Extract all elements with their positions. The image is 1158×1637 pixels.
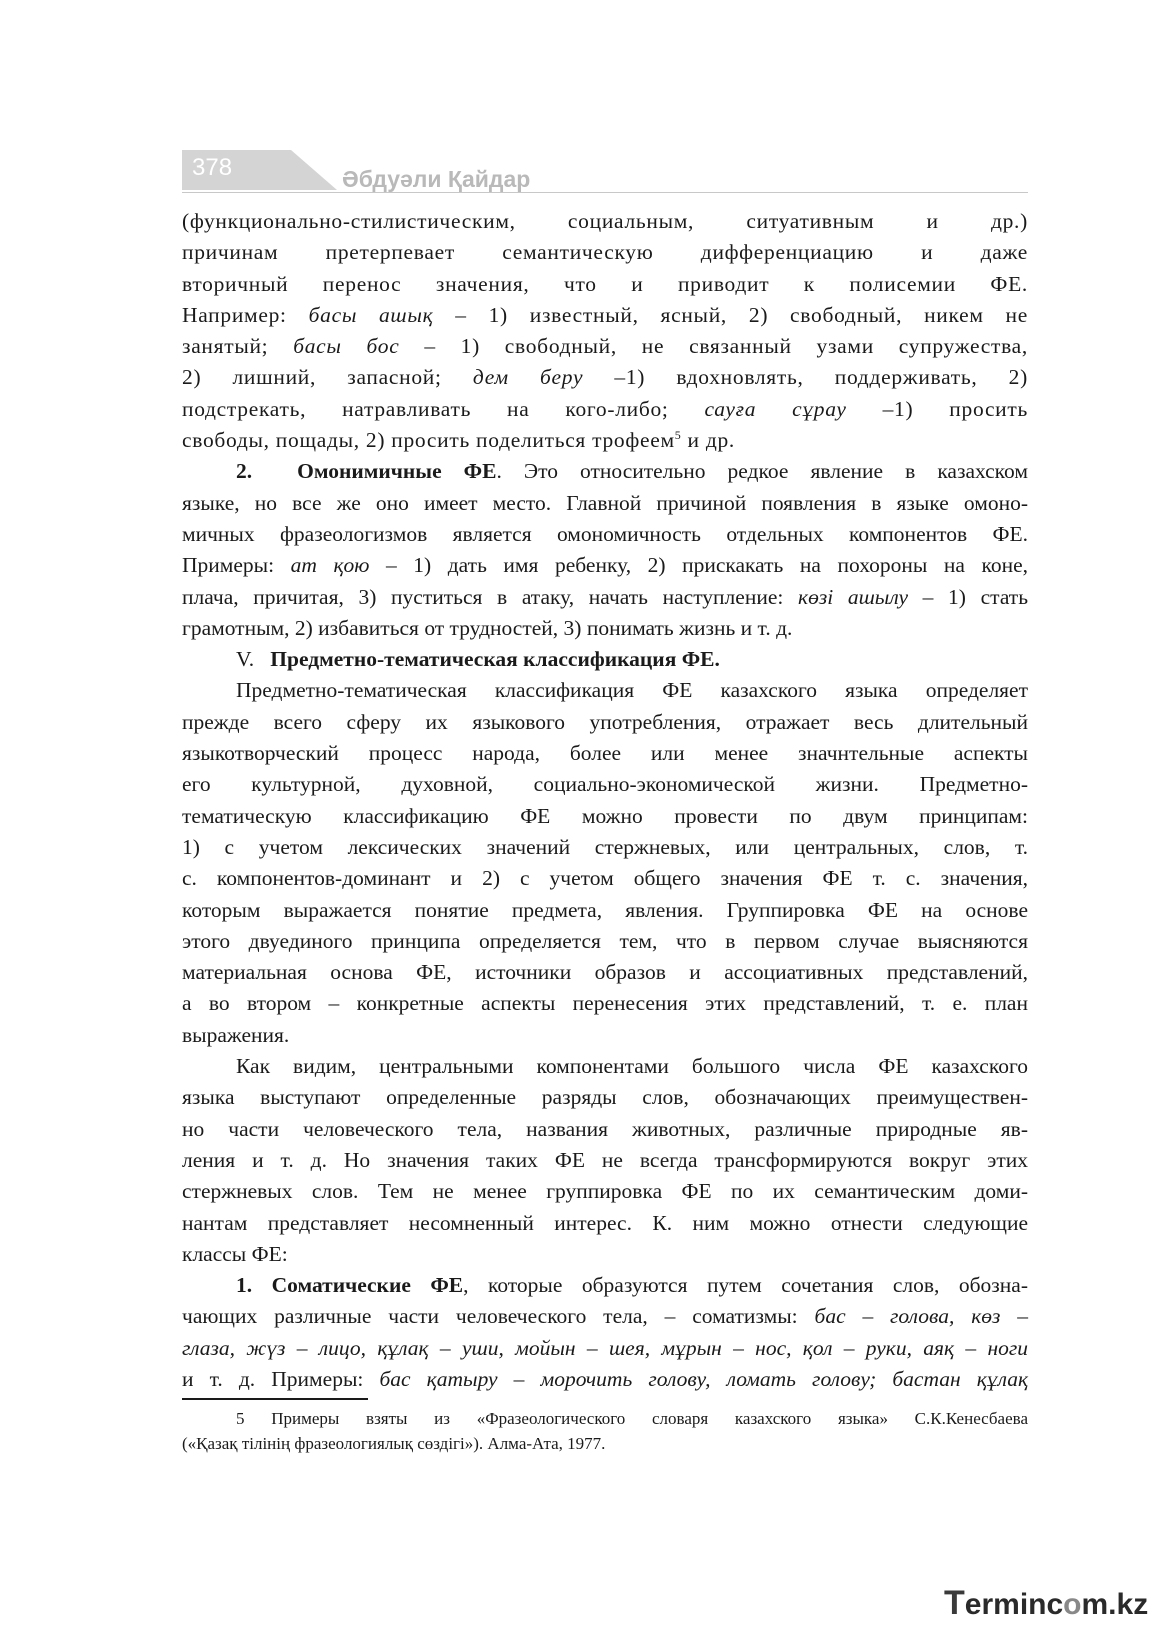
- section-heading: V. Предметно-тематическая классификация ФЕ.: [236, 647, 720, 672]
- text-line: глаза, жүз – лицо, құлақ – уши, мойын – шея, мұрын – нос, қол – руки, аяқ – ноги: [182, 1335, 1028, 1360]
- footnote-rule: [182, 1398, 368, 1400]
- text-line: ления и т. д. Но значения таких ФЕ не всегда трансформируются вокруг этих: [182, 1147, 1028, 1172]
- text-line: материальная основа ФЕ, источники образов и ассоциативных представлений,: [182, 960, 1028, 985]
- text-line: выражения.: [182, 1022, 290, 1047]
- text-line: причинам претерпевает семантическую дифференциацию и даже: [182, 240, 1028, 265]
- text-line: этого двуединого принципа определяется тем, что в первом случае выясняются: [182, 928, 1028, 953]
- text-line: которым выражается понятие предмета, явления. Группировка ФЕ на основе: [182, 897, 1028, 922]
- text-line: Как видим, центральными компонентами большого числа ФЕ казахского: [236, 1054, 1028, 1079]
- page-number-box: [182, 150, 277, 190]
- text-line: и т. д. Примеры: бас қатыру – морочить голову, ломать голову; бастан құлақ: [182, 1366, 1029, 1391]
- text-line: грамотным, 2) избавиться от трудностей, 3) понимать жизнь и т. д.: [182, 615, 793, 640]
- text-line: Примеры: ат қою – 1) дать имя ребенку, 2) прискакать на похороны на коне,: [182, 553, 1029, 578]
- text-line: прежде всего сферу их языкового употребления, отражает весь длительный: [182, 709, 1028, 734]
- text-line: 2. Омонимичные ФЕ. Это относительно редкое явление в казахском: [236, 459, 1028, 484]
- text-line: свободы, пощады, 2) просить поделиться трофеем$^5$ и др.: [182, 428, 736, 453]
- text-line: с. компонентов-доминант и 2) с учетом общего значения ФЕ т. с. значения,: [182, 866, 1028, 891]
- text-line: но части человеческого тела, названия животных, различные природные яв-: [182, 1116, 1028, 1141]
- text-line: вторичный перенос значения, что и приводит к полисемии ФЕ.: [182, 271, 1028, 296]
- text-line: языка выступают определенные разряды слов, обозначающих преимуществен-: [182, 1085, 1028, 1110]
- footnote-ref: 5: [674, 428, 682, 443]
- text-line: 1. Соматические ФЕ, которые образуются путем сочетания слов, обозна-: [236, 1273, 1028, 1298]
- footnote: [182, 1406, 1028, 1456]
- footnote-line: 5 Примеры взяты из «Фразеологического словаря казахского языка» С.К.Кенесбаева: [236, 1409, 1028, 1428]
- text-line: чающих различные части человеческого тела, – соматизмы: бас – голова, көз –: [182, 1304, 1028, 1329]
- text-line: занятый; басы бос – 1) свободный, не связанный узами супружества,: [182, 334, 1029, 359]
- text-line: (функционально-стилистическим, социальным, ситуативным и др.): [182, 209, 1028, 233]
- text-line: тематическую классификацию ФЕ можно провести по двум принципам:: [182, 803, 1028, 828]
- text-line: языке, но все же оно имеет место. Главной причиной появления в языке омоно-: [182, 490, 1028, 515]
- text-line: классы ФЕ:: [182, 1241, 288, 1266]
- header-wedge-decoration: [277, 150, 337, 190]
- header-rule: [182, 192, 1028, 193]
- text-line: подстрекать, натравливать на кого-либо; сауға сұрау –1) просить: [182, 396, 1028, 421]
- text-line: стержневых слов. Тем не менее группировка ФЕ по их семантическим доми-: [182, 1179, 1028, 1204]
- text-line: нантам представляет несомненный интерес. К. ним можно отнести следующие: [182, 1210, 1028, 1235]
- running-header: [182, 150, 1028, 196]
- footnote-line: («Қазақ тілінің фразеологиялық сөздігі»). Алма-Ата, 1977.: [182, 1434, 606, 1453]
- page-number: 378: [192, 154, 233, 181]
- text-line: Предметно-тематическая классификация ФЕ казахского языка определяет: [236, 678, 1028, 703]
- text-line: мичных фразеологизмов является омономичность отдельных компонентов ФЕ.: [182, 521, 1028, 546]
- text-line: 1) с учетом лексических значений стержневых, или центральных, слов, т.: [182, 834, 1028, 859]
- text-line: Например: басы ашық – 1) известный, ясный, 2) свободный, никем не: [182, 302, 1028, 327]
- text-line: его культурной, духовной, социально-экономической жизни. Предметно-: [182, 772, 1028, 797]
- author-name: Әбдуәли Қайдар: [342, 166, 531, 192]
- text-line: а во втором – конкретные аспекты перенесения этих представлений, т. е. план: [182, 991, 1028, 1016]
- site-watermark-logo: Termincom.kz: [944, 1584, 1149, 1622]
- text-line: языкотворческий процесс народа, более или менее значнтельные аспекты: [182, 741, 1028, 766]
- text-line: 2) лишний, запасной; дем беру –1) вдохновлять, поддерживать, 2): [182, 365, 1028, 390]
- body-text: [182, 206, 1028, 1395]
- text-line: плача, причитая, 3) пуститься в атаку, начать наступление: көзі ашылу – 1) стать: [182, 584, 1029, 609]
